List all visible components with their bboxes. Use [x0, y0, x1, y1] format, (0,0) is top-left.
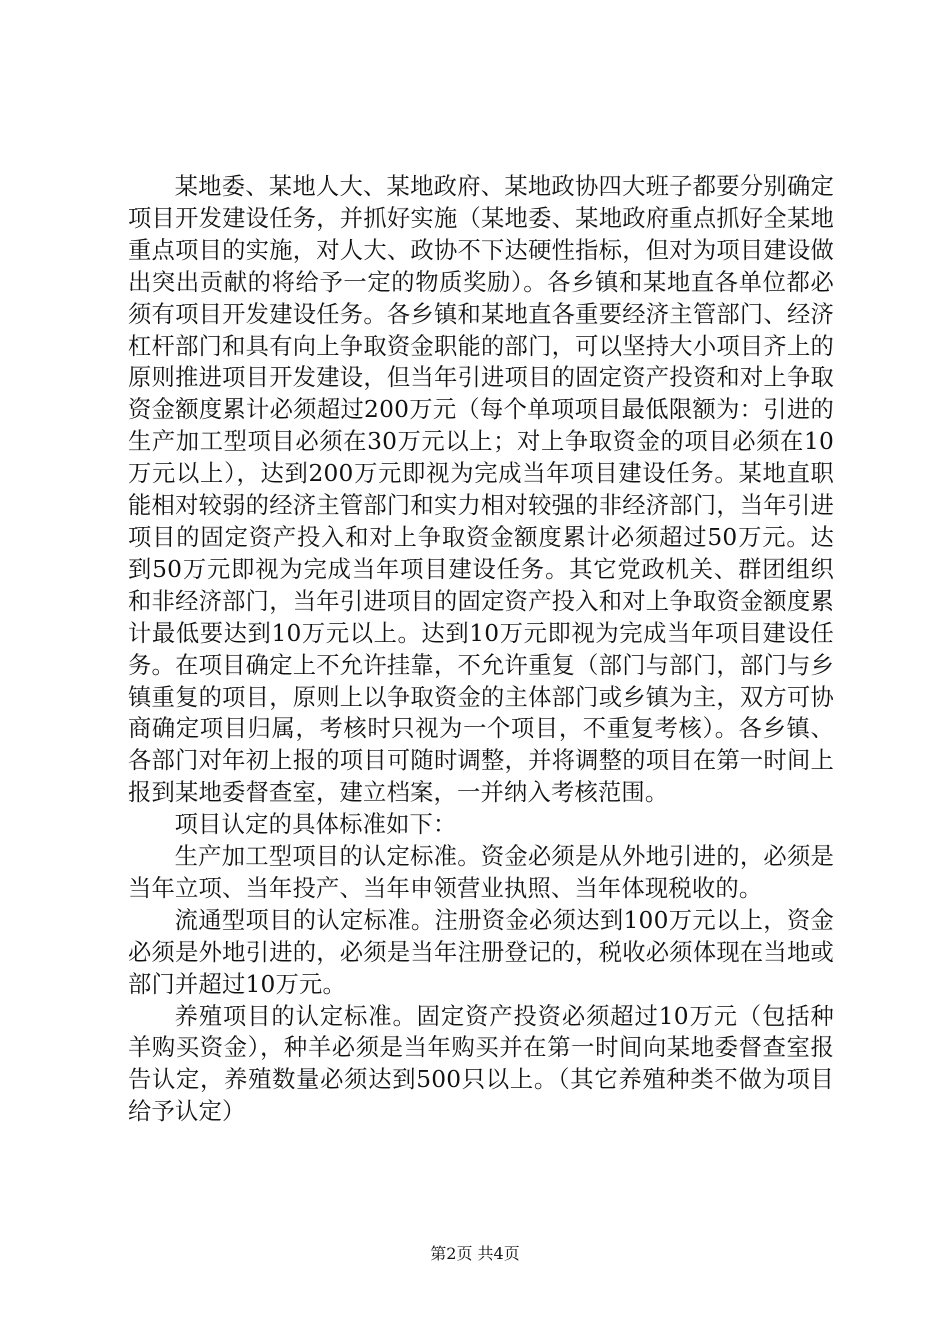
paragraph-processing-criteria: 生产加工型项目的认定标准。资金必须是从外地引进的，必须是当年立项、当年投产、当年申领营业执照、当年体现税收的。 [128, 843, 834, 902]
paragraph-circulation-criteria: 流通型项目的认定标准。注册资金必须达到100万元以上，资金必须是外地引进的，必须是当年注册登记的，税收必须体现在当地或部门并超过10万元。 [128, 906, 834, 998]
paragraph-project-tasks: 某地委、某地人大、某地政府、某地政协四大班子都要分别确定项目开发建设任务，并抓好实施（某地委、某地政府重点抓好全某地重点项目的实施，对人大、政协不下达硬性指标，但对为项目建设做出突出贡献的将给予一定的物质奖励）。各乡镇和某地直各单位都必须有项目开发建设任务。各乡镇和某地直各重要经济主管部门、经济杠杆部门和具有向上争取资金职能的部门，可以坚持大小项目齐上的原则推进项目开发建设，但当年引进项目的固定资产投资和对上争取资金额度累计必须超过200万元（每个单项项目最低限额为：引进的生产加工型项目必须在30万元以上；对上争取资金的项目必须在10万元以上），达到200万元即视为完成当年项目建设任务。某地直职能相对较弱的经济主管部门和实力相对较强的非经济部门，当年引进项目的固定资产投入和对上争取资金额度累计必须超过50万元。达到50万元即视为完成当年项目建设任务。其它党政机关、群团组织和非经济部门，当年引进项目的固定资产投入和对上争取资金额度累计最低要达到10万元以上。达到10万元即视为完成当年项目建设任务。在项目确定上不允许挂靠，不允许重复（部门与部门，部门与乡镇重复的项目，原则上以争取资金的主体部门或乡镇为主，双方可协商确定项目归属，考核时只视为一个项目，不重复考核）。各乡镇、各部门对年初上报的项目可随时调整，并将调整的项目在第一时间上报到某地委督查室，建立档案，一并纳入考核范围。 [128, 173, 834, 807]
paragraph-criteria-intro: 项目认定的具体标准如下： [174, 811, 457, 839]
paragraph-breeding-criteria: 养殖项目的认定标准。固定资产投资必须超过10万元（包括种羊购买资金），种羊必须是当年购买并在第一时间向某地委督查室报告认定，养殖数量必须达到500只以上。（其它养殖种类不做为项目给予认定） [128, 1002, 834, 1126]
page-number-footer: 第2页 共4页 [430, 1244, 520, 1263]
document-body [128, 171, 834, 1128]
